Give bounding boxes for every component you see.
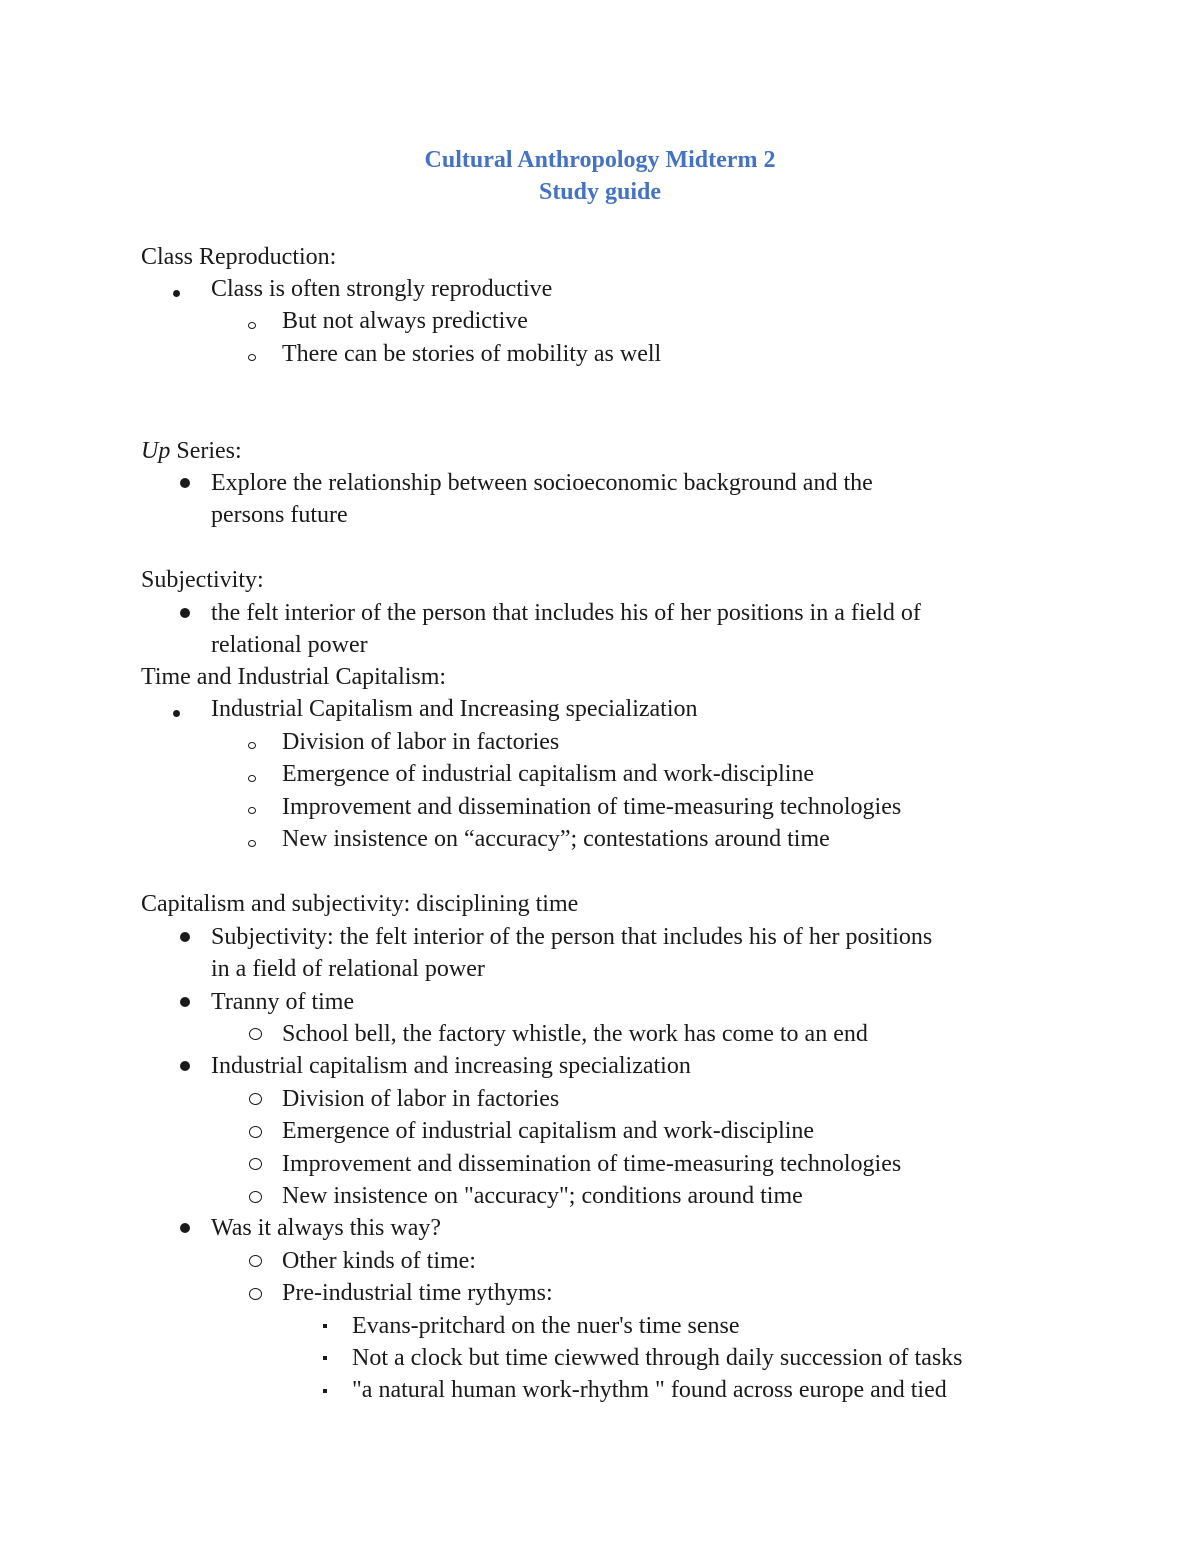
- document-subtitle: Study guide: [538, 179, 662, 205]
- section-heading-subjectivity: Subjectivity:: [141, 567, 264, 593]
- list-item: Division of labor in factories: [282, 729, 560, 755]
- list-item: Was it always this way?: [211, 1215, 442, 1241]
- sub-bullet-icon: [249, 1255, 262, 1267]
- section-heading-capitalism-subjectivity: Capitalism and subjectivity: disciplining time: [141, 891, 579, 917]
- heading-italic-text: Up: [141, 438, 171, 464]
- list-item: Industrial capitalism and increasing specialization: [211, 1053, 691, 1079]
- sub-bullet-icon: [249, 1191, 262, 1203]
- list-item: Evans-pritchard on the nuer's time sense: [352, 1313, 740, 1339]
- heading-text: Series:: [170, 438, 242, 464]
- list-item: But not always predictive: [282, 308, 528, 334]
- sub-bullet-icon: [248, 354, 256, 361]
- list-item: Emergence of industrial capitalism and work-discipline: [282, 761, 815, 787]
- bullet-icon: [173, 710, 180, 717]
- bullet-icon: [180, 1061, 190, 1071]
- sub-bullet-icon: [248, 742, 256, 749]
- list-item: Class is often strongly reproductive: [211, 276, 553, 302]
- bullet-icon: [180, 932, 190, 942]
- list-item: School bell, the factory whistle, the work has come to an end: [282, 1021, 868, 1047]
- list-item: Improvement and dissemination of time-measuring technologies: [282, 1151, 902, 1177]
- list-item: New insistence on “accuracy”; contestations around time: [282, 826, 830, 852]
- list-item: Industrial Capitalism and Increasing specialization: [211, 696, 698, 722]
- list-item: Pre-industrial time rythyms:: [282, 1280, 553, 1306]
- square-bullet-icon: [323, 1389, 327, 1393]
- list-item: Division of labor in factories: [282, 1086, 560, 1112]
- sub-bullet-icon: [249, 1093, 262, 1105]
- sub-bullet-icon: [248, 807, 256, 814]
- sub-bullet-icon: [248, 840, 256, 847]
- list-item: the felt interior of the person that includes his of her positions in a field of: [211, 600, 921, 626]
- square-bullet-icon: [323, 1356, 327, 1360]
- list-item: Tranny of time: [211, 989, 355, 1015]
- sub-bullet-icon: [249, 1158, 262, 1170]
- sub-bullet-icon: [248, 322, 256, 329]
- list-item: Improvement and dissemination of time-measuring technologies: [282, 794, 902, 820]
- list-item-continuation: in a field of relational power: [211, 956, 485, 982]
- sub-bullet-icon: [249, 1288, 262, 1300]
- list-item: Not a clock but time ciewwed through daily succession of tasks: [352, 1345, 963, 1371]
- bullet-icon: [180, 478, 190, 488]
- bullet-icon: [180, 1223, 190, 1233]
- section-heading-time-industrial: Time and Industrial Capitalism:: [141, 664, 447, 690]
- list-item-continuation: persons future: [211, 502, 348, 528]
- list-item: Emergence of industrial capitalism and work-discipline: [282, 1118, 815, 1144]
- bullet-icon: [180, 997, 190, 1007]
- bullet-icon: [173, 290, 180, 297]
- list-item: Subjectivity: the felt interior of the person that includes his of her positions: [211, 924, 933, 950]
- list-item: New insistence on "accuracy"; conditions around time: [282, 1183, 803, 1209]
- sub-bullet-icon: [248, 775, 256, 782]
- list-item: There can be stories of mobility as well: [282, 341, 662, 367]
- list-item: Explore the relationship between socioeconomic background and the: [211, 470, 873, 496]
- list-item-continuation: relational power: [211, 632, 368, 658]
- document-title: Cultural Anthropology Midterm 2: [424, 147, 776, 173]
- square-bullet-icon: [323, 1324, 327, 1328]
- list-item: Other kinds of time:: [282, 1248, 476, 1274]
- sub-bullet-icon: [249, 1028, 262, 1040]
- sub-bullet-icon: [249, 1126, 262, 1138]
- section-heading-up-series: [141, 435, 242, 467]
- bullet-icon: [180, 608, 190, 618]
- list-item: "a natural human work-rhythm " found across europe and tied: [352, 1377, 947, 1403]
- section-heading-class-reproduction: Class Reproduction:: [141, 244, 337, 270]
